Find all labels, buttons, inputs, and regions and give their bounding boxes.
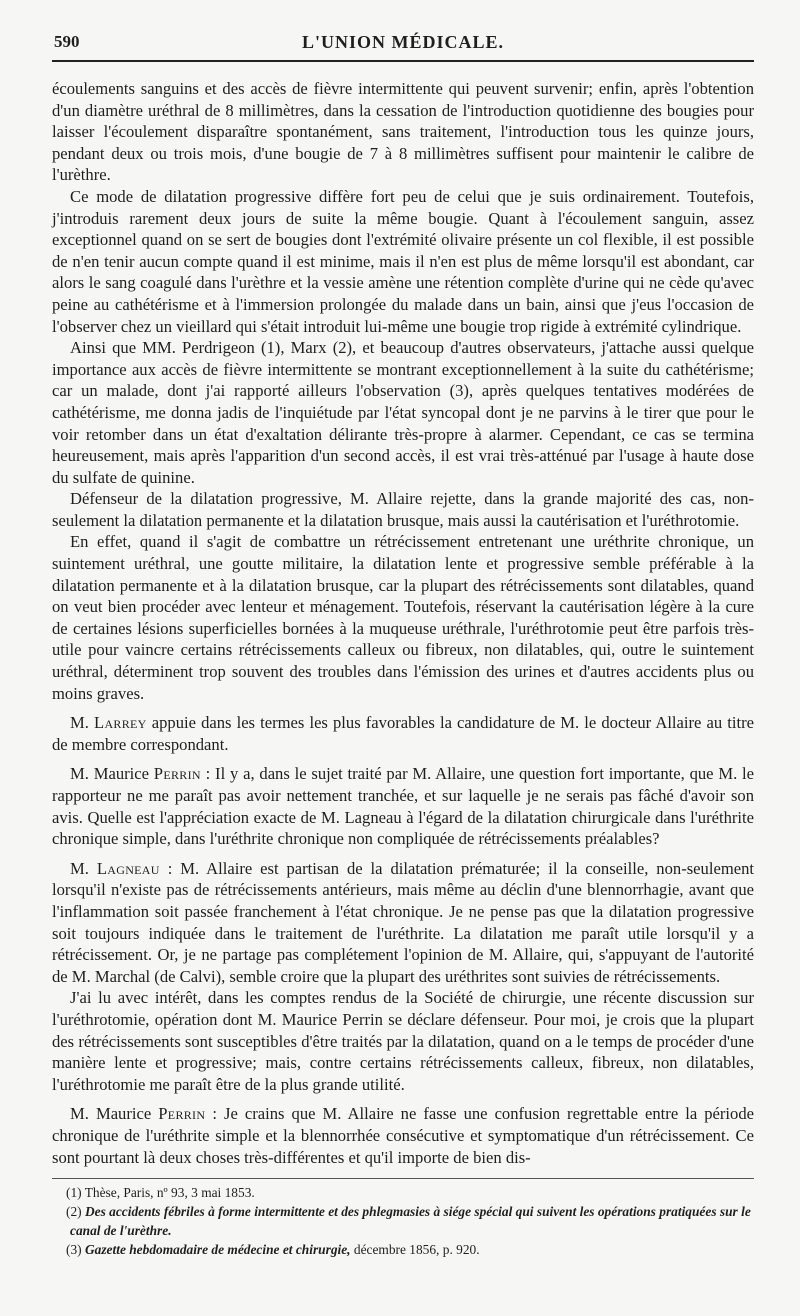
page-number: 590	[54, 32, 80, 51]
speaker-title: M. Maurice	[70, 1104, 152, 1124]
speech-text: : Il y a, dans le sujet traité par M. Allaire, une question fort importante, que M. le rapporteur ne me paraît pas avoir nettement tranchée, et sur laquelle je ne serais pas fâché d'avoir son avis. Quelle est l'appréciation exacte de M. Lagneau à l'égard de la dilatation chirurgicale dans l'uréthrite chronique simple, dans l'uréthrite chronique non compliquée de rétrécissements préalables?	[52, 764, 755, 849]
paragraph: En effet, quand il s'agit de combattre un rétrécissement entretenant une uréthrite chronique, un suintement uréthral, une goutte militaire, la dilatation lente et progressive semble préférable à la dilatation permanente et à la dilatation brusque, car la plupart des rétrécissements sont dilatables, quand on veut bien procéder avec lenteur et ménagement. Toutefois, réservant la cautérisation légère à la cure de certaines lésions superficielles bornées à la muqueuse uréthrale, l'uréthrotomie peut être parfois très-utile pour vaincre certains rétrécissements calleux ou fibreux, non dilatables, qui, outre le suintement uréthral, déterminent trop souvent des troubles dans l'émission des urines et d'autres accidents plus ou moins graves.	[52, 532, 754, 703]
speaker-name: Larrey	[94, 713, 147, 733]
speech-text: : M. Allaire est partisan de la dilatation prématurée; il la conseille, non-seulement lorsqu'il n'existe pas de rétrécissements antérieurs, mais même au déclin d'une blennorrhagie, avant que l'inflammation soit passée franchement à l'état chronique. Je ne pense pas que la dilatation progressive soit toujours indiquée dans le traitement de l'uréthrite. La dilatation me paraît utile lorsqu'il y a rétrécissement. Or, je ne partage pas complétement l'opinion de M. Allaire, qui, s'appuyant de l'autorité de M. Marchal (de Calvi), semble croire que la plupart des uréthrites sont suivies de rétrécissements.	[52, 858, 755, 986]
speech-text: appuie dans les termes les plus favorables la candidature de M. le docteur Allaire au titre de membre correspondant.	[52, 713, 754, 754]
page-header	[52, 22, 754, 62]
article-body	[52, 78, 754, 1168]
paragraph: Ainsi que MM. Perdrigeon (1), Marx (2), et beaucoup d'autres observateurs, j'attache aussi quelque importance aux accès de fièvre intermittente se montrant exceptionnellement à la suite du cathétérisme; car un malade, dont j'ai rapporté ailleurs l'observation (3), après quelques tentatives modérées de cathétérisme, me donna jadis de l'inquiétude par l'état syncopal dont je ne parvins à le tirer que pour le voir retomber dans un état d'exaltation délirante très-propre à alarmer. Cependant, ce cas se termina heureusement, mais après l'apparition d'un second accès, il est vrai très-atténué par l'usage à haute dose du sulfate de quinine.	[52, 338, 754, 487]
footnote-1: (1) Thèse, Paris, nº 93, 3 mai 1853.	[66, 1185, 255, 1201]
paragraph: Ce mode de dilatation progressive diffère fort peu de celui que je suis ordinairement. Toutefois, j'introduis rarement deux jours de suite la même bougie. Quant à l'écoulement sanguin, assez exceptionnel quand on se sert de bougies dont l'extrémité olivaire présente un col flexible, il est possible de n'en tenir aucun compte quand il est minime, mais il n'en est plus de même lorsqu'il est abondant, car alors le sang coagulé dans l'urèthre et la vessie amène une rétention complète d'urine qui ne cède qu'avec peine au cathétérisme et à l'immersion prolongée du malade dans un bain, ainsi que j'eus l'occasion de l'observer chez un vieillard qui s'était introduit lui-même une bougie trop rigide à extrémité cylindrique.	[52, 186, 754, 336]
speech-perrin	[52, 763, 754, 849]
footnote-citation: décembre 1856, p. 920.	[353, 1242, 480, 1258]
speaker-name: Perrin	[153, 764, 201, 784]
footnote-2	[52, 1202, 754, 1240]
speaker-title: M.	[70, 858, 89, 878]
speech-larrey	[52, 712, 754, 755]
paragraph: J'ai lu avec intérêt, dans les comptes rendus de la Société de chirurgie, une récente discussion sur l'uréthrotomie, opération dont M. Maurice Perrin se déclare défenseur. Pour moi, je crois que la plupart des rétrécissements sont susceptibles d'être traités par la dilatation, quand on a le temps de procéder d'une manière lente et progressive; mais, contre certains rétrécissements calleux, fibreux, non dilatables, l'uréthrotomie me paraît être de la plus grande utilité.	[52, 988, 754, 1094]
speaker-title: M.	[70, 713, 89, 733]
footnote-number: (2)	[66, 1204, 82, 1220]
footnote-3	[52, 1240, 754, 1259]
speaker-title: M. Maurice	[70, 764, 149, 784]
speech-text: : Je crains que M. Allaire ne fasse une confusion regrettable entre la période chronique de l'uréthrite simple et la blennorrhée consécutive et symptomatique d'un rétrécissement. Ce sont pourtant là deux choses très-différentes et qu'il importe de bien dis-	[52, 1104, 754, 1167]
paragraph: écoulements sanguins et des accès de fièvre intermittente qui peuvent survenir; enfin, après l'obtention d'un diamètre uréthral de 8 millimètres, dans la cessation de l'introduction quotidienne des bougies pour laisser l'écoulement disparaître spontanément, sans traitement, l'introduction tous les quinze jours, pendant deux ou trois mois, d'une bougie de 7 à 8 millimètres suffisent pour maintenir le calibre de l'urèthre.	[52, 79, 754, 185]
speech-perrin-reply	[52, 1103, 754, 1168]
speaker-name: Perrin	[158, 1104, 206, 1124]
running-title: L'UNION MÉDICALE.	[301, 32, 505, 52]
footnote-number: (3)	[66, 1242, 82, 1258]
footnote-title: Gazette hebdomadaire de médecine et chirurgie,	[84, 1242, 351, 1258]
speaker-name: Lagneau	[96, 858, 160, 878]
paragraph: Défenseur de la dilatation progressive, M. Allaire rejette, dans la grande majorité des cas, non-seulement la dilatation permanente et la dilatation brusque, mais aussi la cautérisation et l'uréthrotomie.	[52, 489, 754, 530]
footnotes	[52, 1178, 754, 1259]
footnote-title: Des accidents fébriles à forme intermittente et des phlegmasies à siége spécial qui suivent les opérations pratiquées sur le canal de l'urèthre.	[70, 1204, 751, 1239]
speech-lagneau	[52, 858, 754, 988]
